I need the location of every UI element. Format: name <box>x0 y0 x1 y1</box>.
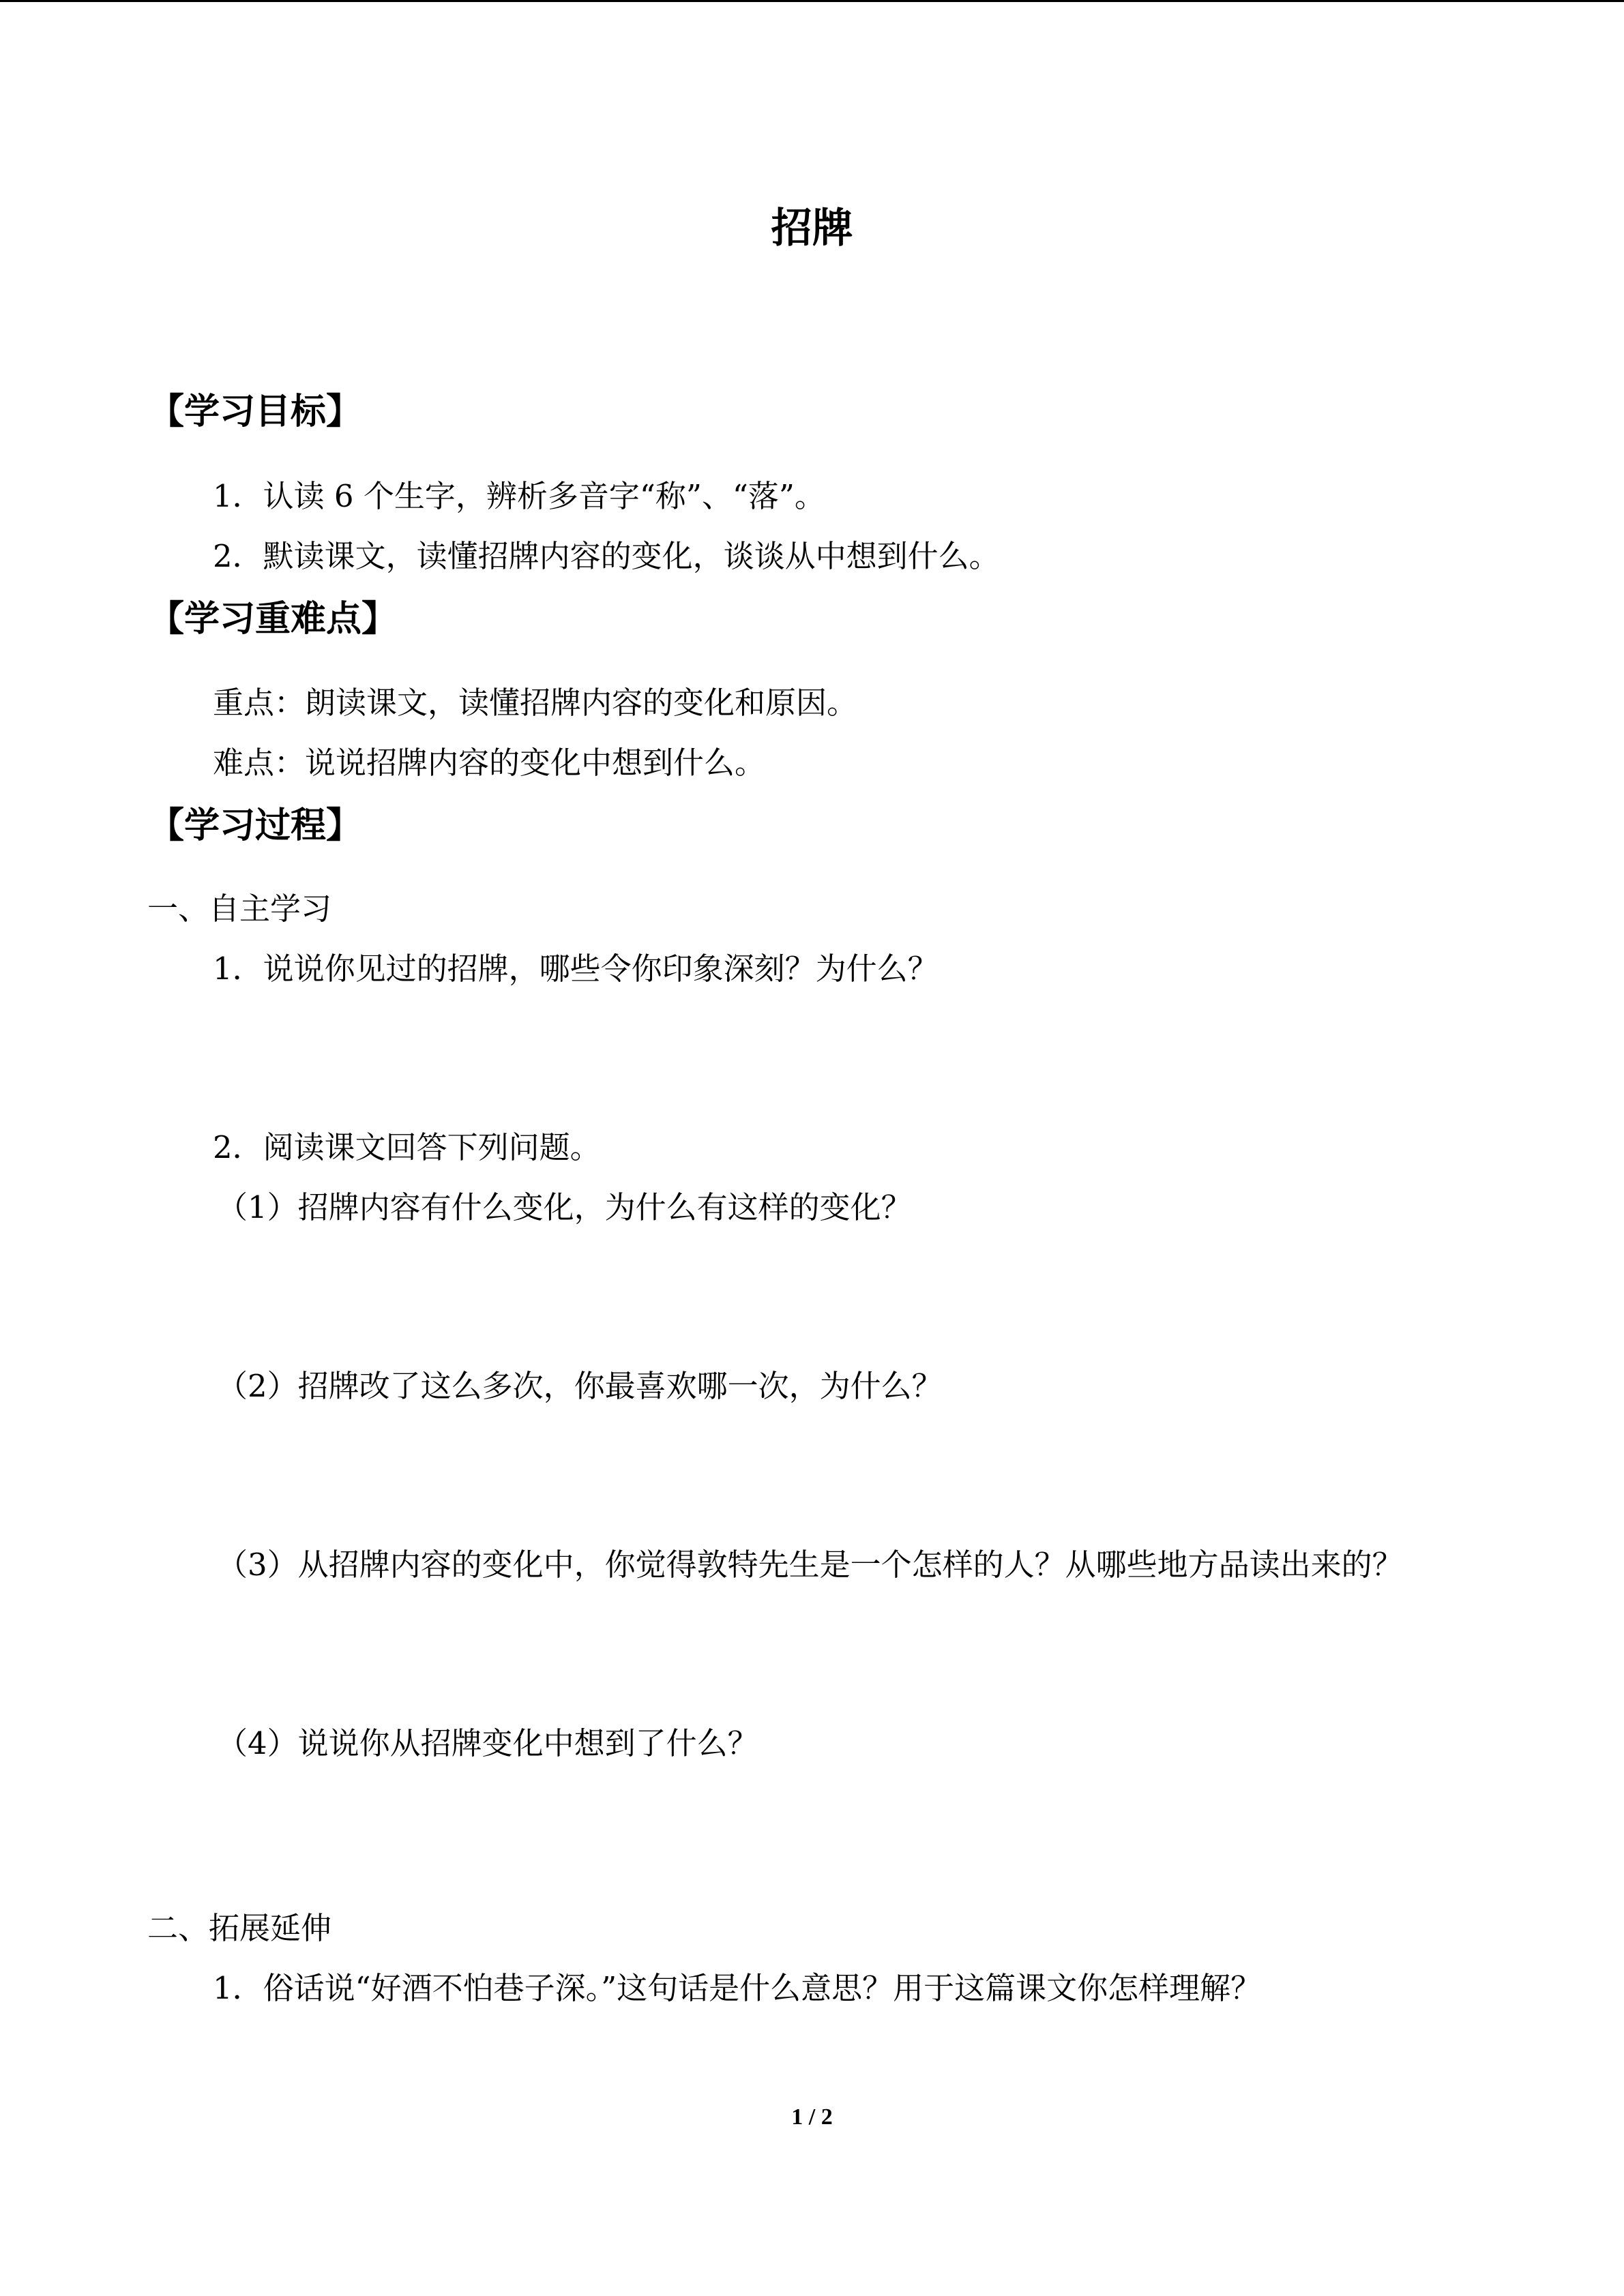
sub-question-1: （1）招牌内容有什么变化，为什么有这样的变化？ <box>217 1189 912 1225</box>
sub-question-4: （4）说说你从招牌变化中想到了什么？ <box>217 1725 758 1761</box>
part1-label: 一、自主学习 <box>147 891 332 927</box>
key-point-focus: 重点：朗读课文，读懂招牌内容的变化和原因。 <box>213 685 858 721</box>
key-point-difficulty: 难点：说说招牌内容的变化中想到什么。 <box>213 745 766 781</box>
part2-label: 二、拓展延伸 <box>147 1910 332 1946</box>
objective-item-2: 2．默读课文，读懂招牌内容的变化，谈谈从中想到什么。 <box>213 538 1000 574</box>
top-border-line <box>0 0 1624 2</box>
part2-question-1: 1．俗话说“好酒不怕巷子深。”这句话是什么意思？用于这篇课文你怎样理解？ <box>213 1970 1262 2006</box>
key-points-heading: 【学习重难点】 <box>149 599 398 640</box>
objective-item-1: 1．认读 6 个生字，辨析多音字“称”、“落”。 <box>213 478 825 514</box>
part1-question-2: 2．阅读课文回答下列问题。 <box>213 1129 601 1165</box>
sub-question-2: （2）招牌改了这么多次，你最喜欢哪一次，为什么？ <box>217 1368 943 1404</box>
sub-question-3: （3）从招牌内容的变化中，你觉得敦特先生是一个怎样的人？从哪些地方品读出来的？ <box>217 1547 1403 1583</box>
objectives-heading: 【学习目标】 <box>149 391 362 432</box>
part1-question-1: 1．说说你见过的招牌，哪些令你印象深刻？为什么？ <box>213 951 939 987</box>
page-title: 招牌 <box>771 205 853 252</box>
page-number: 1 / 2 <box>791 2104 833 2130</box>
process-heading: 【学习过程】 <box>149 805 362 846</box>
